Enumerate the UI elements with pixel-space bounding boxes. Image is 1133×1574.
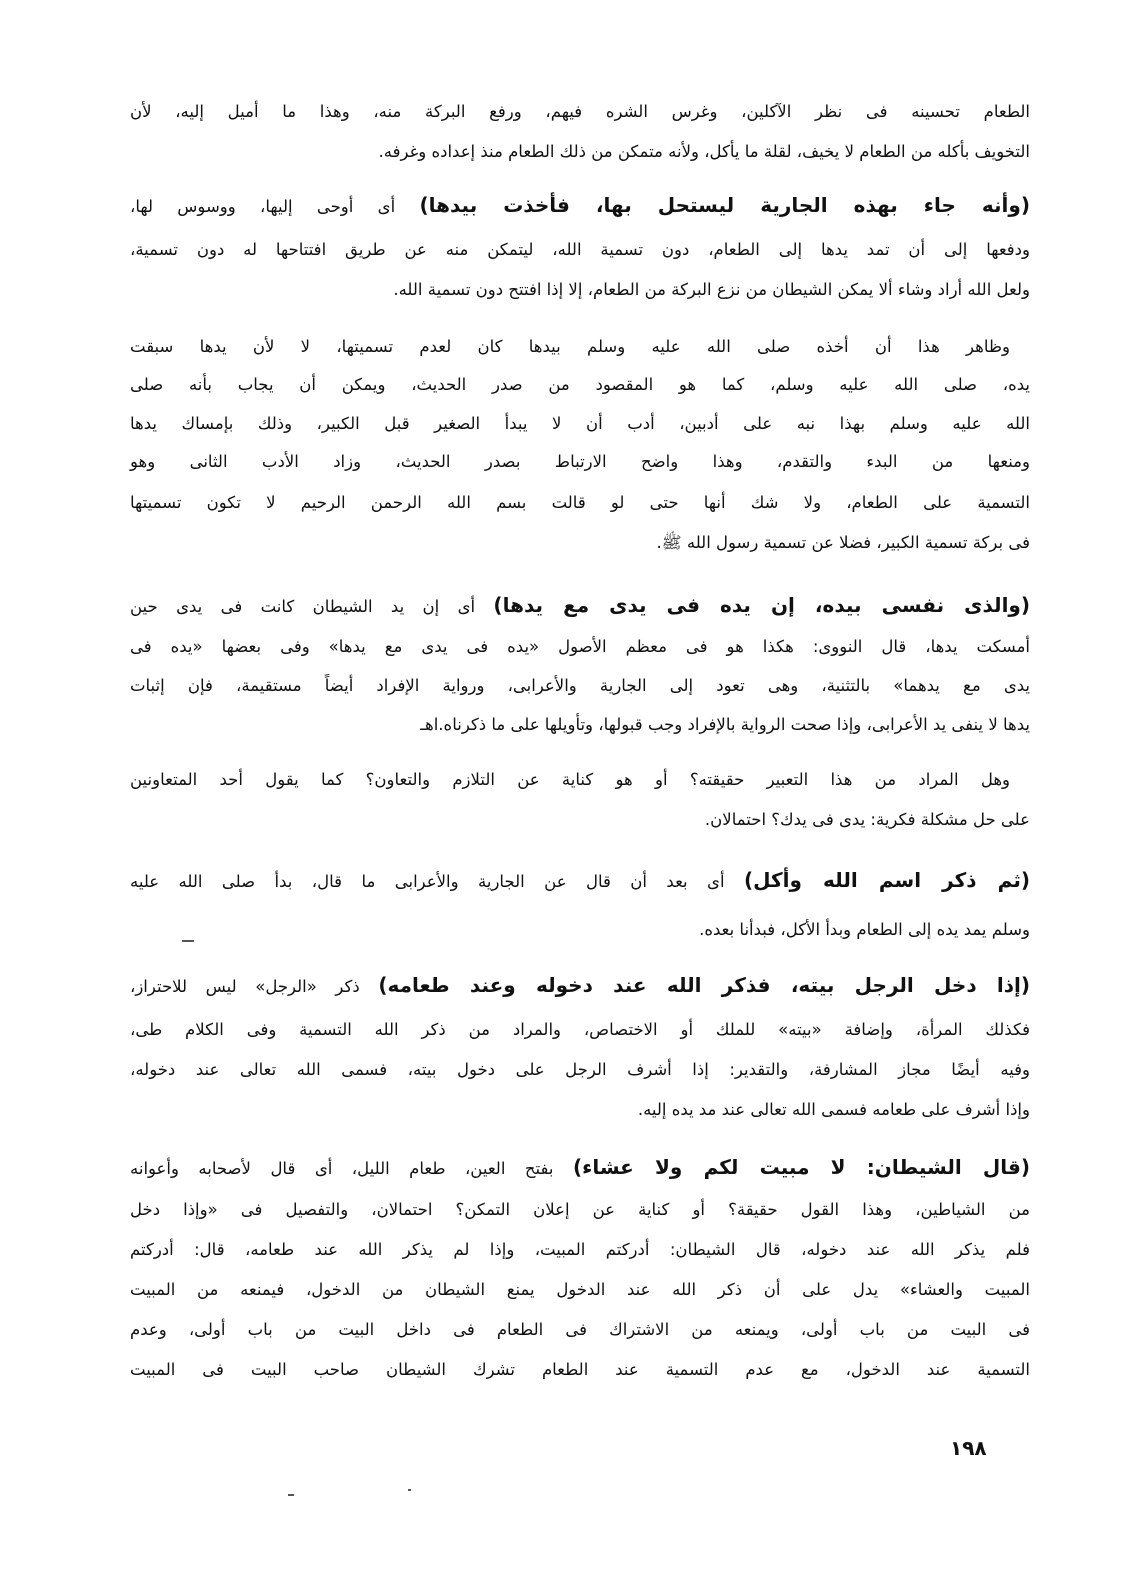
- text-line: التخويف بأكله من الطعام لا يخيف، لقلة ما يأكل، ولأنه متمكن من ذلك الطعام منذ إعداده وغرفه.: [378, 142, 1030, 161]
- text-line: وظاهر هذا أن أخذه صلى الله عليه وسلم بيدها كان لعدم تسميتها، لا لأن يدها سبقت: [130, 337, 1010, 356]
- text-line: ولعل الله أراد وشاء ألا يمكن الشيطان من نزع البركة من الطعام، إلا إذا افتتح دون تسمية الله.: [393, 280, 1030, 299]
- text-line: فى البيت من باب أولى، ويمنعه من الاشتراك فى الطعام فى داخل البيت من باب أولى، وعدم: [130, 1320, 1030, 1339]
- text-line: على حل مشكلة فكرية: يدى فى يدك؟ احتمالان.: [704, 810, 1030, 829]
- text-line: [130, 970, 1030, 1000]
- text-line: أمسكت يدها، قال النووى: هكذا هو فى معظم الأصول «يده فى يدى مع يدها» وفى بعضها «يده فى: [130, 637, 1030, 656]
- page-number: ١٩٨: [950, 1436, 987, 1460]
- text-line: فكذلك المرأة، وإضافة «بيته» للملك أو الاختصاص، والمراد من ذكر الله التسمية وفى الكلام طى،: [130, 1020, 1030, 1039]
- commentary-text: أى إن يد الشيطان كانت فى يدى حين: [130, 597, 494, 616]
- text-line: [130, 590, 1030, 620]
- commentary-text: بفتح العين، طعام الليل، أى قال لأصحابه وأعوانه: [130, 1159, 573, 1178]
- text-line: من الشياطين، وهذا القول حقيقة؟ أو كناية عن إعلان التمكن؟ احتمالان، والتفصيل فى «وإذا دخل: [130, 1200, 1030, 1219]
- text-line: وسلم يمد يده إلى الطعام وبدأ الأكل، فبدأنا بعده.: [699, 920, 1030, 939]
- hadith-quote-heading: (والذى نفسى بيده، إن يده فى يدى مع يدها): [493, 593, 1030, 617]
- text-line: يده، صلى الله عليه وسلم، كما هو المقصود من صدر الحديث، ويمكن أن يجاب بأنه صلى: [130, 375, 1030, 394]
- hadith-quote-heading: (وأنه جاء بهذه الجارية ليستحل بها، فأخذت بيدها): [419, 193, 1030, 217]
- text-line: الطعام تحسينه فى نظر الآكلين، وغرس الشره فيهم، ورفع البركة منه، وهذا ما أميل إليه، لأن: [130, 102, 1030, 121]
- text-line: التسمية على الطعام، ولا شك أنها حتى لو قالت بسم الله الرحمن الرحيم لا تكون تسميتها: [130, 493, 1030, 512]
- text-line: يدها لا ينفى يد الأعرابى، وإذا صحت الرواية بالإفراد وجب قبولها، وتأويلها على ما ذكرناه.اهـ: [420, 715, 1030, 734]
- text-line: وهل المراد من هذا التعبير حقيقته؟ أو هو كناية عن التلازم والتعاون؟ كما يقول أحد المتعاونين: [130, 770, 1010, 789]
- scan-speck: [182, 940, 194, 942]
- commentary-text: أى بعد أن قال عن الجارية والأعرابى ما قال، بدأ صلى الله عليه: [130, 872, 744, 891]
- commentary-text: أى أوحى إليها، ووسوس لها،: [130, 197, 420, 216]
- text-line: يدى مع يدهما» بالتثنية، وهى تعود إلى الجارية والأعرابى، ورواية الإفراد أيضاً مستقيمة، فإن إثبات: [130, 676, 1030, 695]
- scan-speck: [288, 1494, 294, 1496]
- text-line: وإذا أشرف على طعامه فسمى الله تعالى عند مد يده إليه.: [637, 1100, 1030, 1119]
- text-line: وفيه أيضًا مجاز المشارفة، والتقدير: إذا أشرف الرجل على دخول بيته، فسمى الله تعالى عند دخوله،: [130, 1060, 1030, 1079]
- commentary-text: ذكر «الرجل» ليس للاحتراز،: [130, 977, 379, 996]
- text-line: ومنعها من البدء والتقدم، وهذا واضح الارتباط بصدر الحديث، وزاد الأدب الثانى وهو: [130, 452, 1030, 471]
- text-line: المبيت والعشاء» يدل على أن ذكر الله عند الدخول يمنع الشيطان من الدخول، فيمنعه من المبيت: [130, 1280, 1030, 1299]
- text-line: [130, 1152, 1030, 1182]
- text-line: [130, 865, 1030, 895]
- scan-speck: [408, 1489, 411, 1491]
- text-line: التسمية عند الدخول، مع عدم التسمية عند الطعام تشرك الشيطان صاحب البيت فى المبيت: [130, 1360, 1030, 1379]
- text-line: الله عليه وسلم بهذا نبه على أدبين، أدب أن لا يبدأ الصغير قبل الكبير، وذلك بإمساك يدها: [130, 414, 1030, 433]
- hadith-quote-heading: (قال الشيطان: لا مبيت لكم ولا عشاء): [572, 1155, 1030, 1179]
- text-line: [130, 190, 1030, 220]
- text-line: ودفعها إلى أن تمد يدها إلى الطعام، دون تسمية الله، ليتمكن منه عن طريق افتتاحها له دون تسمية،: [130, 240, 1030, 259]
- hadith-quote-heading: (إذا دخل الرجل بيته، فذكر الله عند دخوله وعند طعامه): [378, 973, 1030, 997]
- text-line: فى بركة تسمية الكبير، فضلا عن تسمية رسول الله ﷺ.: [656, 533, 1030, 552]
- hadith-quote-heading: (ثم ذكر اسم الله وأكل): [743, 868, 1030, 892]
- text-line: فلم يذكر الله عند دخوله، قال الشيطان: أدركتم المبيت، وإذا لم يذكر الله عند طعامه، قال: أدركتم: [130, 1240, 1030, 1259]
